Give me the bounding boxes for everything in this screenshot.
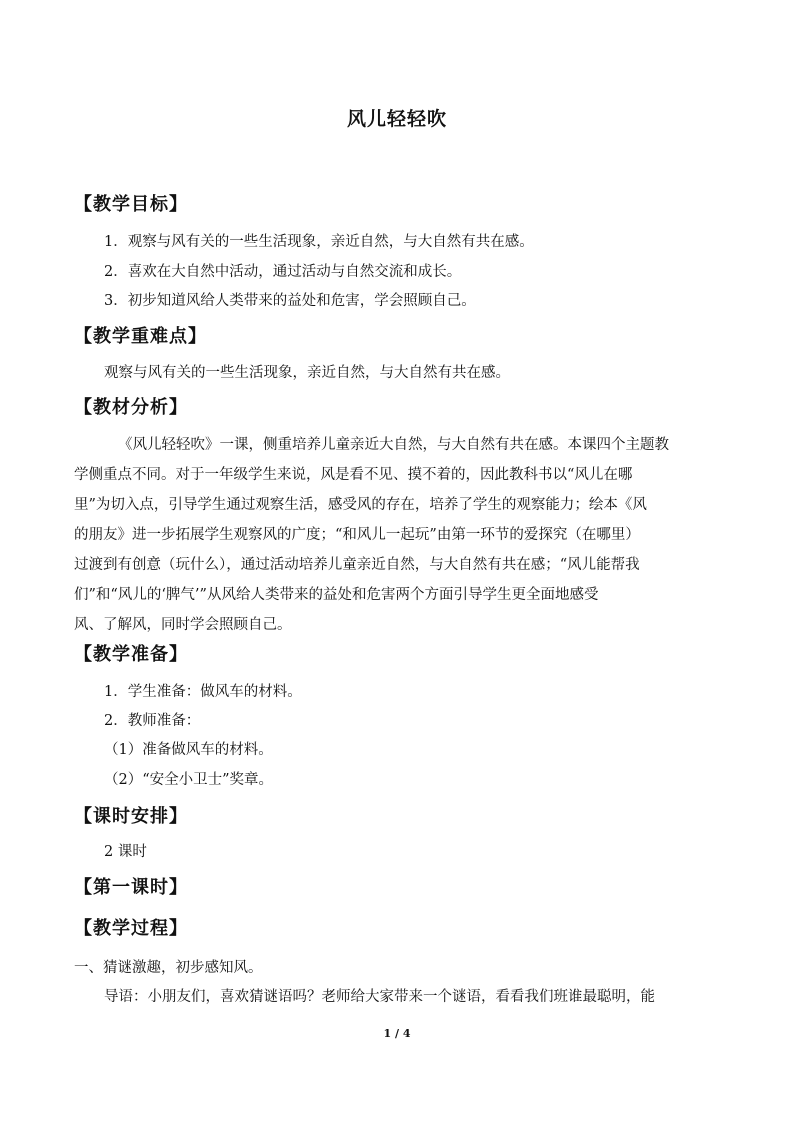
analysis-line: 《风儿轻轻吹》一课，侧重培养儿童亲近大自然，与大自然有共在感。本课四个主题教 bbox=[118, 437, 669, 453]
heading-first-lesson: 【第一课时】 bbox=[74, 877, 188, 898]
analysis-line: 们”和“风儿的‘脾气’”从风给人类带来的益处和危害两个方面引导学生更全面地感受 bbox=[74, 587, 599, 603]
analysis-line: 风、了解风，同时学会照顾自己。 bbox=[74, 617, 292, 633]
heading-teaching-goals: 【教学目标】 bbox=[74, 194, 188, 215]
analysis-line: 过渡到有创意（玩什么），通过活动培养儿童亲近自然，与大自然有共在感；“风儿能帮我 bbox=[74, 557, 640, 573]
process-intro-text: 导语：小朋友们，喜欢猜谜语吗？老师给大家带来一个谜语，看看我们班谁最聪明，能 bbox=[104, 989, 655, 1005]
schedule-text: 2 课时 bbox=[104, 844, 147, 860]
heading-class-schedule: 【课时安排】 bbox=[74, 806, 188, 827]
analysis-line: 学侧重点不同。对于一年级学生来说，风是看不见、摸不着的，因此教科书以“风儿在哪 bbox=[74, 467, 633, 483]
goal-item-2: 2．喜欢在大自然中活动，通过活动与自然交流和成长。 bbox=[104, 264, 462, 280]
analysis-line: 的朋友》进一步拓展学生观察风的广度；“和风儿一起玩”由第一环节的爱探究（在哪里） bbox=[74, 527, 640, 543]
preparation-item-2: 2．教师准备： bbox=[104, 713, 201, 729]
goal-item-3: 3．初步知道风给人类带来的益处和危害，学会照顾自己。 bbox=[104, 293, 476, 309]
preparation-item-4: （2）“安全小卫士”奖章。 bbox=[104, 772, 274, 788]
heading-material-analysis: 【教材分析】 bbox=[74, 397, 188, 418]
document-title: 风儿轻轻吹 bbox=[346, 108, 447, 130]
key-points-text: 观察与风有关的一些生活现象，亲近自然，与大自然有共在感。 bbox=[104, 365, 510, 381]
goal-item-1: 1．观察与风有关的一些生活现象，亲近自然，与大自然有共在感。 bbox=[104, 234, 534, 250]
analysis-paragraph bbox=[74, 430, 720, 640]
heading-key-points: 【教学重难点】 bbox=[74, 326, 207, 347]
analysis-line: 里”为切入点，引导学生通过观察生活，感受风的存在，培养了学生的观察能力；绘本《风 bbox=[74, 497, 647, 513]
heading-teaching-preparation: 【教学准备】 bbox=[74, 644, 188, 665]
preparation-item-3: （1）准备做风车的材料。 bbox=[104, 742, 273, 758]
preparation-item-1: 1．学生准备：做风车的材料。 bbox=[104, 684, 302, 700]
process-step-1: 一、猜谜激趣，初步感知风。 bbox=[74, 960, 263, 976]
heading-teaching-process: 【教学过程】 bbox=[74, 918, 188, 939]
page-number: 1 / 4 bbox=[383, 1027, 411, 1040]
